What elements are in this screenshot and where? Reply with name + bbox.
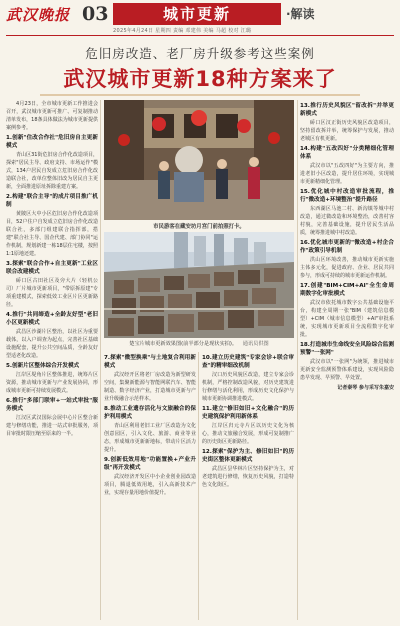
section-heading: 14.构建"五改四好"分类精细化管理体系 [300, 146, 394, 160]
section-subtitle: ·解读 [286, 7, 315, 21]
section-body: 东西湖区马池二村、新沟镇等城中村改造，通过微改造和环境整治，改善村容村貌，完善基础设施，提升居民生活品质，统筹推进城中村改造。 [300, 206, 394, 236]
newspaper-logo: 武汉晚报 [6, 6, 71, 24]
section-heading: 6.推行"多部门联审+一站式审批"服务模式 [6, 398, 98, 412]
article-kicker: 危旧房改造、老厂房升级参考这些案例 [85, 46, 315, 61]
section-heading: 3.探索"联合合作+自主更新"工业区联合改建模式 [6, 261, 98, 275]
section-body: 硚口区汉正街历史风貌区改造项目，坚持留改拆并举，统筹保护与发展，推动老城区有机更新。 [300, 120, 394, 142]
section-heading: 4.推行"共同缔造+全龄友好型"老旧小区更新模式 [6, 312, 98, 326]
street-scene-illustration [104, 100, 294, 220]
section-body: 武汉经开区将老厂房改造为新型研发空间，集聚新能源与智能网联汽车、智能制造、数字经济产业，打造城市更新与产业升级融合示范样本。 [104, 372, 196, 402]
col-a-sections [6, 134, 98, 438]
section-title: 城市更新 [113, 3, 281, 25]
article-column-4 [300, 100, 394, 620]
aerial-city-illustration [104, 232, 294, 338]
section-body: 武汉市以"五改四好"为主要方向，推进老旧小区改造，提升居住环境，实现城市更新精细化管理。 [300, 163, 394, 185]
headline-divider [40, 94, 360, 96]
section-body: 江汉区武汉国际会展中心片区整合新建与修缮功能，推进一站式审批服务，项目审批时限压缩至原来的一半。 [6, 415, 98, 437]
issue-meta: 2025年4月24日 星期四 责编 邓建伟 美编 马超 校对 江璐 [113, 28, 252, 34]
section-body: 江岸区归元寺片区以历史文化为核心，推动文旅融合发展，形成可复制推广的历史街区更新路径。 [202, 423, 294, 445]
section-body: 江岸区堤角片区整体推进，统筹片区资源，推动城市更新与产业发展协同，形成城市更新可持续发展模式。 [6, 372, 98, 394]
photo1-caption: 市民游客在藏安坊月宫门前拍照打卡。 [153, 224, 245, 230]
section-body: 武昌区昙华林片区坚持保护为主，对老建筑进行修缮，恢复历史风貌，打造特色文化街区。 [202, 466, 294, 488]
section-heading: 7.探索"微型换乘"与土地复合利用新模式 [104, 355, 196, 369]
article-headline: 武汉城市更新18种方案来了 [63, 67, 337, 91]
section-body: 黄陂区大中小区危旧房合作化改造项目，52户住户自发成立危旧房合作化改造联合社，多部门组建联合指挥部，搭建"联合社主导、国企代建、部门协同"运作机制，规划新建一栋18层住宅楼，按照1:1原地还建。 [6, 211, 98, 257]
section-body: 洪山区环境改善，推动城市更新实施主体多元化，促进政府、企业、居民共同参与，形成可持续的城市更新运作机制。 [300, 257, 394, 279]
header-rule [6, 35, 394, 36]
section-heading: 2.构建"联合主导"的成片项目推广机制 [6, 194, 98, 208]
column-divider [297, 100, 298, 620]
section-heading: 5.创新片区整体综合开发模式 [6, 363, 80, 369]
section-heading: 1.创新"住改合作社"危旧房自主更新模式 [6, 135, 98, 149]
section-heading: 18.打造城市生命线安全风险综合监测预警"一张网" [300, 342, 394, 356]
page-number: 03 [82, 3, 109, 25]
article-column-2 [104, 352, 196, 620]
photo2-credit: 通讯员供图 [242, 341, 269, 347]
section-heading: 11.建立"修旧如旧+文化融合"的历史建筑保护利用新体系 [202, 406, 294, 420]
section-heading: 10.建立历史建筑"专家会诊+联合审查"的精审细改机制 [202, 355, 294, 369]
column-divider [100, 100, 101, 620]
section-body: 武汉市依托城市数字公共基础设施平台，构建全周期一张"BIM（建筑信息模型）+CIM（城市信息模型）+AI"审批系统，实现城市更新项目全流程数字化审批。 [300, 300, 394, 338]
section-heading: 8.推动工业遗存活化与文旅融合的保护利用模式 [104, 406, 196, 420]
section-body: 武汉市以"一张网"为统领，推进城市更新安全监测预警体系建设，实现风险隐患早发现、早预警、早处置。 [300, 359, 394, 381]
section-heading: 15.优化城中村改造审批流程，推行"微改造+环境整治"提升路径 [300, 189, 394, 203]
section-body: 武昌区沙湖片区整治，以社区为重要载体，以入户调查为起点，完善社区基础设施配套，提升公共空间品质，全龄友好型适老化改造。 [6, 329, 98, 359]
article-column-1 [6, 100, 98, 620]
article-column-3 [202, 352, 294, 620]
section-heading: 9.创新低效用地"功能置换+产业升级"再开发模式 [104, 457, 196, 471]
reporter-byline: 记者秦琴 参与采写朱嘉安 [337, 385, 394, 391]
section-body: 青山区31街危旧房合作化改造项目，探索"居民主导、政府支持、市场运作"模式，134户居民自发成立危旧房合作化改造联合社，改单位整体旧改为居民自主更新，全面推进原址拆除重建方案。 [6, 152, 98, 190]
section-heading: 17.创建"BIM+CIM+AI"全生命周期数字化审批模式 [300, 283, 394, 297]
section-body: 汉口历史风貌区改造，建立专家会诊机制，严格控制改造风貌，对历史建筑进行修缮与活化利用，形成历史文化保护与城市更新协调推进模式。 [202, 372, 294, 402]
section-body: 青山区利用老旧工业厂区改造为文化创意园区，引入文化、旅游、商业等业态，形成城市更新新地标，带动片区活力提升。 [104, 423, 196, 453]
photo2-caption-text: 楚宝片城市更新效果图(前半部分是现状实拍)。 [129, 341, 238, 347]
section-body: 武汉经济开发区中小企业创业园改造项目，腾退低效用地，引入高新技术产业，实现存量用地价值提升。 [104, 474, 196, 496]
section-heading: 12.探索"保护为主、修旧如旧"的历史街区整体更新模式 [202, 449, 294, 463]
street-scene-photo [104, 100, 294, 220]
masthead [0, 0, 400, 34]
section-heading: 16.优化城市更新的"微改造+村企合作"政策引导机制 [300, 240, 394, 254]
photo2-caption [104, 340, 294, 347]
lead-paragraph: 4月23日，全市城市更新工作推进会召开，武汉城市更新可推广、可复制推动清单发布，18条具体做法为城市更新提供案例参考。 [6, 101, 98, 131]
section-heading: 13.推行历史风貌区"留改拆"并举更新模式 [300, 103, 394, 117]
column-divider [198, 352, 199, 620]
aerial-rendering-photo [104, 232, 294, 338]
section-body: 硚口区古田社区及旁大片（轻机公司）厂片城市更新项目，"带原拆原建"专项重建模式，探索低效工业区片区更新路径。 [6, 278, 98, 308]
